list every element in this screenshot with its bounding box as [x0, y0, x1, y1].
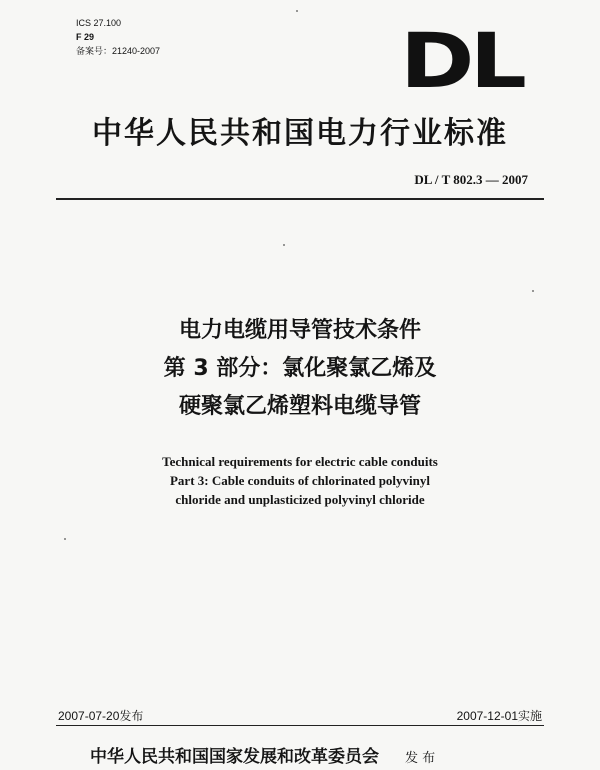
header-metadata	[76, 16, 160, 58]
issuer-name: 中华人民共和国国家发展和改革委员会	[90, 747, 379, 767]
issuing-authority	[90, 742, 435, 767]
ics-code: ICS 27.100	[76, 18, 122, 28]
english-title-line-1: Technical requirements for electric cable conduits	[162, 454, 438, 469]
record-number: 备案号：21240-2007	[76, 46, 161, 56]
english-title	[0, 452, 600, 509]
scan-speck	[64, 538, 66, 540]
chinese-title-line-2: 第 3 部分：氯化聚氯乙烯及	[163, 356, 437, 381]
scan-speck	[296, 10, 298, 12]
footer-divider	[56, 725, 544, 726]
publish-label: 发 布	[405, 751, 436, 766]
standard-number: DL / T 802.3 — 2007	[414, 172, 528, 187]
effective-date: 2007-12-01实施	[456, 709, 542, 723]
dl-logo: DL	[400, 16, 523, 105]
english-title-line-3: chloride and unplasticized polyvinyl chloride	[175, 492, 425, 507]
scan-speck	[532, 290, 534, 292]
chinese-title	[0, 312, 600, 426]
classification-code: F 29	[76, 32, 95, 42]
chinese-title-line-1: 电力电缆用导管技术条件	[178, 318, 421, 343]
standard-category-title: 中华人民共和国电力行业标准	[92, 116, 508, 151]
header-divider	[56, 198, 544, 200]
english-title-line-2: Part 3: Cable conduits of chlorinated polyvinyl	[169, 473, 430, 488]
scan-speck	[283, 244, 285, 246]
issue-date: 2007-07-20发布	[58, 709, 144, 723]
chinese-title-line-3: 硬聚氯乙烯塑料电缆导管	[178, 394, 421, 419]
